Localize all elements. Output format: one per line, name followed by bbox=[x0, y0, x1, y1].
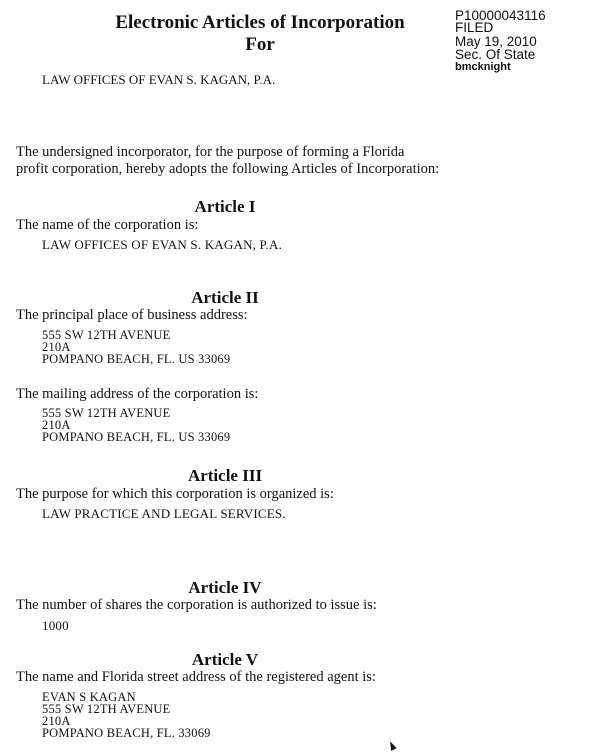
mailing-address-line-3: POMPANO BEACH, FL. US 33069 bbox=[42, 430, 231, 444]
registered-agent-address-line-2: 210A bbox=[42, 714, 71, 728]
article-ii-heading: Article II bbox=[191, 288, 259, 307]
document-title: Electronic Articles of Incorporation bbox=[115, 12, 405, 33]
article-iii-heading: Article III bbox=[187, 466, 263, 485]
stamp-clerk: bmcknight bbox=[455, 61, 511, 73]
stamp-status: FILED bbox=[455, 20, 494, 35]
mailing-address-line-2: 210A bbox=[42, 418, 71, 432]
article-i-label: The name of the corporation is: bbox=[16, 217, 199, 233]
stamp-office: Sec. Of State bbox=[455, 47, 536, 62]
corporation-name: LAW OFFICES OF EVAN S. KAGAN, P.A. bbox=[42, 237, 283, 252]
corporation-purpose: LAW PRACTICE AND LEGAL SERVICES. bbox=[42, 506, 286, 521]
document-title-for: For bbox=[245, 34, 275, 55]
registered-agent-name: EVAN S KAGAN bbox=[42, 690, 136, 704]
article-iv-heading: Article IV bbox=[188, 578, 262, 597]
shares-label: The number of shares the corporation is authorized to issue is: bbox=[16, 597, 377, 613]
intro-line-1: The undersigned incorporator, for the purpose of forming a Florida bbox=[16, 144, 405, 160]
registered-agent-address-line-1: 555 SW 12TH AVENUE bbox=[42, 702, 171, 716]
authorized-shares: 1000 bbox=[42, 618, 69, 633]
stamp-doc-number: P10000043116 bbox=[455, 8, 546, 23]
mailing-address-label: The mailing address of the corporation is: bbox=[16, 386, 259, 402]
principal-address-line-1: 555 SW 12TH AVENUE bbox=[42, 328, 171, 342]
article-v-heading: Article V bbox=[191, 650, 259, 669]
principal-address-label: The principal place of business address: bbox=[16, 307, 248, 323]
registered-agent-label: The name and Florida street address of the registered agent is: bbox=[16, 669, 376, 685]
registered-agent-address-line-3: POMPANO BEACH, FL. 33069 bbox=[42, 726, 211, 740]
intro-line-2: profit corporation, hereby adopts the following Articles of Incorporation: bbox=[16, 161, 440, 177]
principal-address-line-3: POMPANO BEACH, FL. US 33069 bbox=[42, 352, 231, 366]
mailing-address-line-1: 555 SW 12TH AVENUE bbox=[42, 406, 171, 420]
principal-address-line-2: 210A bbox=[42, 340, 71, 354]
stamp-date: May 19, 2010 bbox=[455, 34, 537, 49]
article-i-heading: Article I bbox=[194, 197, 256, 216]
filer-name: LAW OFFICES OF EVAN S. KAGAN, P.A. bbox=[42, 72, 276, 87]
mouse-pointer-icon bbox=[387, 740, 396, 751]
purpose-label: The purpose for which this corporation is organized is: bbox=[16, 486, 334, 502]
